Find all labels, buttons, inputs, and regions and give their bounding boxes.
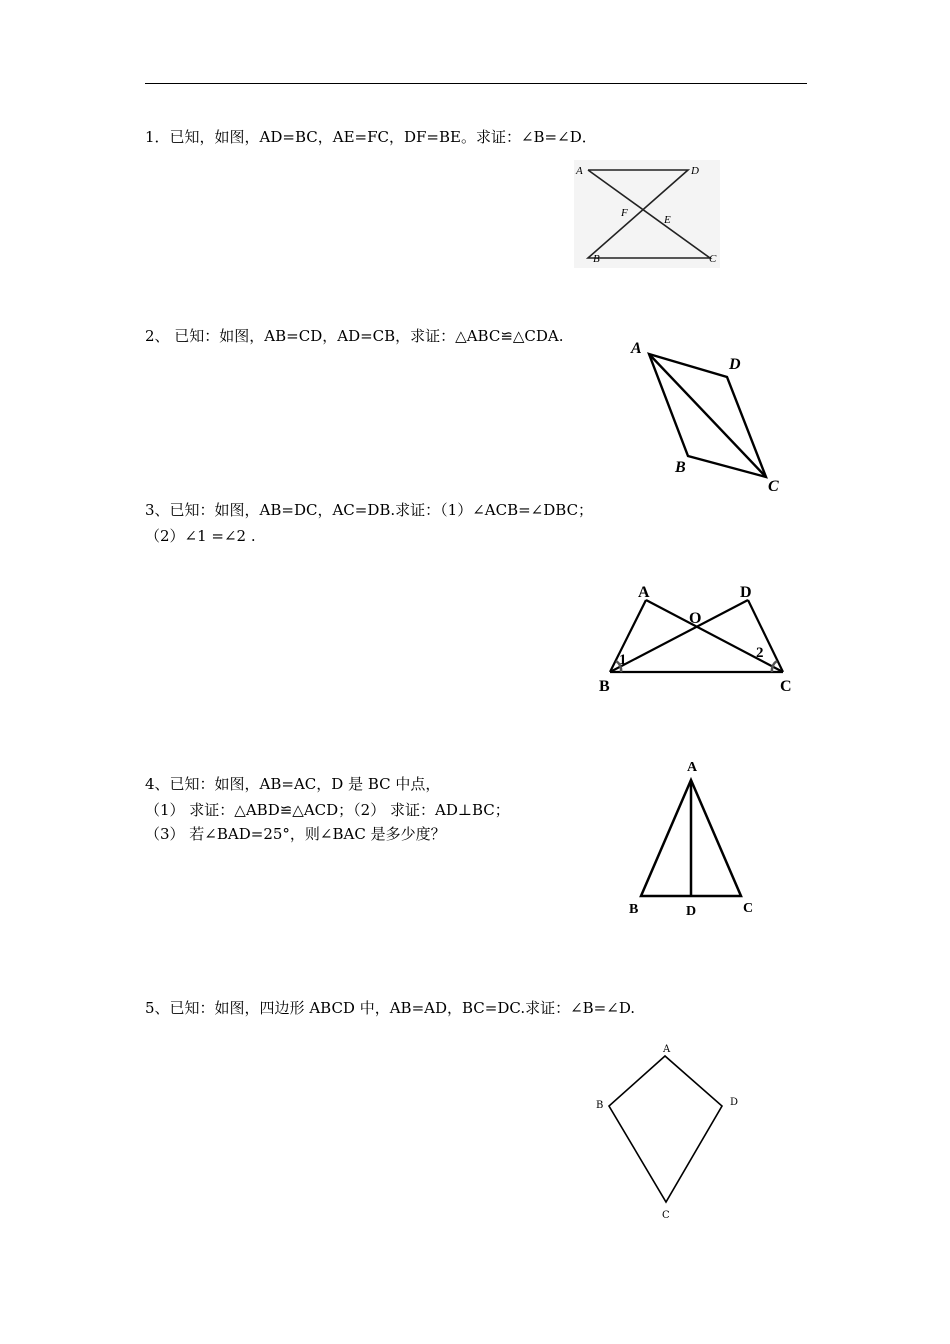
figure-5-label-D: D [730, 1097, 739, 1108]
problem-3-figure [590, 580, 800, 700]
figure-3-label-O: O [689, 610, 702, 627]
figure-5-label-B: B [596, 1100, 604, 1111]
figure-3-label-2: 2 [756, 645, 764, 661]
problem-1-figure [570, 158, 730, 270]
figure-4-label-B: B [629, 902, 639, 917]
figure-3-label-1: 1 [619, 652, 627, 668]
problem-1-text: 1．已知，如图，AD=BC，AE=FC，DF=BE。求证：∠B=∠D． [145, 128, 597, 146]
figure-1-label-E: E [664, 214, 671, 226]
figure-5-label-A: A [663, 1044, 671, 1055]
problem-3-text-line-2: （2）∠1 =∠2 . [145, 527, 256, 545]
figure-2-label-D: D [729, 356, 741, 373]
figure-3-side-DC [748, 600, 783, 672]
figure-1-label-C: C [709, 253, 717, 265]
header-rule [145, 83, 807, 84]
figure-1-label-F: F [621, 207, 628, 219]
problem-4-text-line-2: （1） 求证：△ABD≌△ACD；（2） 求证：AD⊥BC； [145, 801, 510, 819]
figure-3-side-AB [610, 600, 646, 672]
problem-3-text-line-1: 3、已知：如图，AB=DC，AC=DB.求证：（1）∠ACB=∠DBC； [145, 501, 594, 519]
figure-1-label-B: B [593, 253, 600, 265]
figure-2-label-B: B [675, 459, 686, 476]
figure-2-label-C: C [768, 478, 779, 495]
problem-4-figure [620, 755, 770, 925]
problem-5-text: 5、已知：如图，四边形 ABCD 中，AB=AD，BC=DC.求证：∠B=∠D. [145, 999, 636, 1017]
figure-3-label-C: C [780, 678, 792, 695]
figure-5-label-C: C [662, 1210, 670, 1221]
figure-3-diagonal-BD [610, 600, 748, 672]
figure-1-label-D: D [691, 165, 699, 177]
figure-4-label-C: C [743, 901, 754, 916]
problem-2-text: 2、 已知：如图，AB=CD，AD=CB，求证：△ABC≌△CDA. [145, 327, 564, 345]
figure-2-label-A: A [631, 340, 642, 357]
problem-4-text-line-1: 4、已知：如图，AB=AC，D 是 BC 中点， [145, 775, 441, 793]
figure-3-label-A: A [638, 584, 650, 601]
figure-4-label-D: D [686, 904, 697, 919]
figure-3-label-D: D [740, 584, 752, 601]
figure-3-diagonal-AC [646, 600, 783, 672]
figure-1-label-A: A [576, 165, 583, 177]
problem-4-text-line-3: （3） 若∠BAD=25°，则∠BAC 是多少度？ [145, 825, 446, 843]
figure-4-label-A: A [687, 760, 698, 775]
figure-5-quadrilateral [609, 1056, 722, 1202]
problem-2-figure [625, 335, 795, 500]
figure-3-label-B: B [599, 678, 610, 695]
problem-5-figure [590, 1035, 750, 1225]
